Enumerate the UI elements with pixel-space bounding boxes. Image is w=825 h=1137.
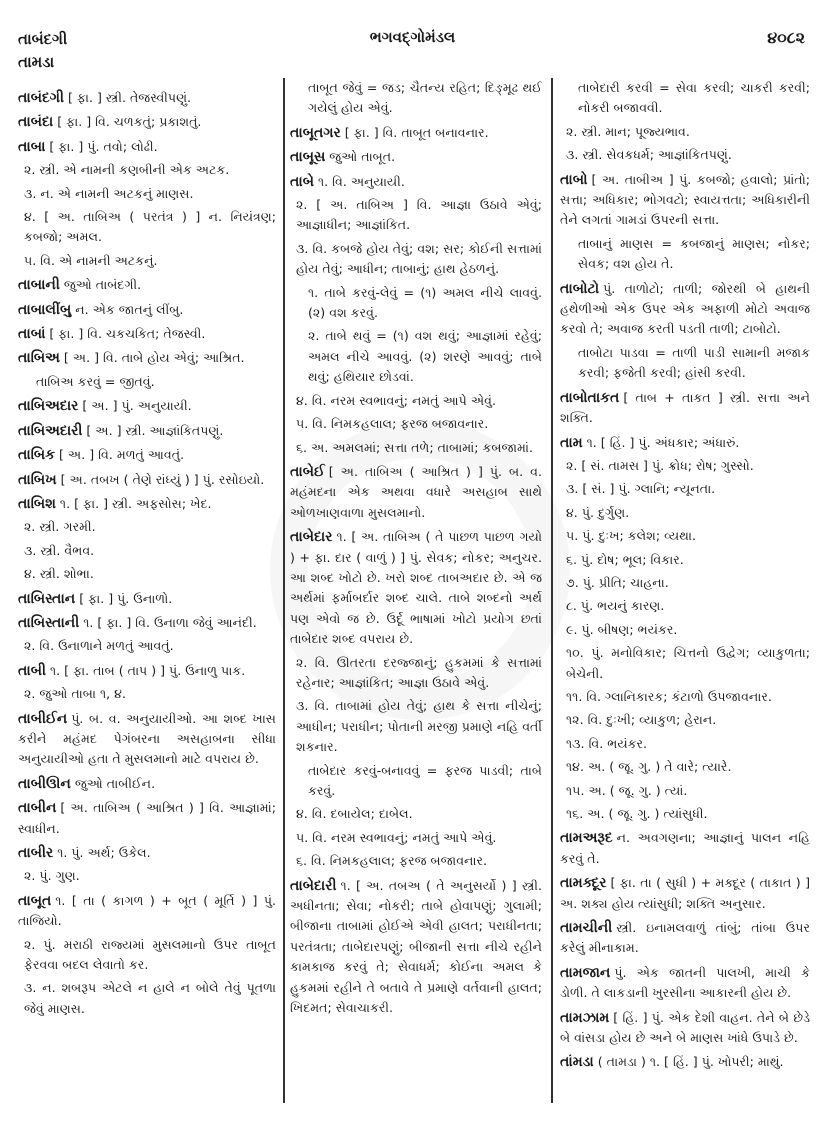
dictionary-entry xyxy=(18,396,276,416)
definition-text: ૪. વિ. નરમ સ્વભાવનું; નમતું આપે એવું. xyxy=(296,392,496,408)
headword: તાબિઅદારી xyxy=(18,422,83,439)
definition-text: ૨. પું. ગુણ. xyxy=(24,868,80,884)
sense-line xyxy=(290,414,542,434)
sense-line xyxy=(560,757,810,777)
dictionary-entry xyxy=(18,470,276,490)
sense-line xyxy=(18,207,276,248)
sense-line xyxy=(18,184,276,204)
headword: તાબાં xyxy=(18,326,46,343)
dictionary-entry xyxy=(18,589,276,609)
definition-text: [ હિં. ] પું. એક દેશી વાહન. તેને બે છેડે બે વાંસડા હોય છે અને બે માણસ ખાંધે ઉપાડે છે. xyxy=(560,1009,810,1046)
dictionary-entry xyxy=(18,445,276,465)
definition-text: [ અ. તાબિઅ ( આશ્રિત ) ] વિ. આજ્ઞામાં; સ્વાધીન. xyxy=(18,800,276,836)
headword: તાબિઅદાર xyxy=(18,398,79,415)
definition-text: ૨. [ સં. તામસ ] પું. ક્રોધ; રોષ; ગુસ્સો. xyxy=(566,457,754,473)
sense-line xyxy=(18,564,276,584)
dictionary-entry xyxy=(560,1052,810,1072)
dictionary-entry xyxy=(18,661,276,681)
sense-line xyxy=(560,734,810,754)
dictionary-entry xyxy=(290,527,542,649)
headword: તાબિસ્તાન xyxy=(18,590,76,607)
sense-line xyxy=(560,710,810,730)
sense-line xyxy=(560,620,810,640)
headword: તાબિક xyxy=(18,447,56,464)
definition-text: તાબેદારી કરવી = સેવા કરવી; ચાકરી કરવી; નોકરી બજાવવી. xyxy=(578,80,810,116)
definition-text: ૫. પું. દુઃખ; કલેશ; વ્યથા. xyxy=(566,528,696,544)
definition-text: [ અ. ] વિ. તાબે હોય એવું; આશ્રિત. xyxy=(63,350,245,366)
sense-line xyxy=(290,653,542,694)
definition-text: [ અ. ] વિ. મળતું આવતું. xyxy=(59,447,185,463)
sense-line xyxy=(18,684,276,704)
headword: તાબૂત xyxy=(18,892,52,909)
definition-text: ૧. [ ફા. ] સ્ત્રી. અફસોસ; ખેદ. xyxy=(59,495,212,511)
headword: તાબો xyxy=(560,171,588,188)
definition-text: પું. બ. વ. અનુયાયીઓ. આ શબ્દ ખાસ કરીને મહંમદ પેગંબરના અસહાબના સીધા અનુયાયીઓ હતા તે મુસલમાનો માટે વપરાય છે. xyxy=(18,710,276,767)
definition-text: ૨. સ્ત્રી. માન; પૂજ્યભાવ. xyxy=(566,123,690,139)
dictionary-entry xyxy=(560,388,810,429)
definition-text: [ ફા. તા ( સુધી ) + મક્દૂર ( તાકાત ) ] અ. શક્ય હોય ત્યાંસુધી; શક્તિ અનુસાર. xyxy=(560,875,810,911)
dictionary-entry xyxy=(290,172,542,192)
dictionary-entry xyxy=(560,918,810,959)
definition-text: ૩. સ્ત્રી. વૈભવ. xyxy=(24,542,95,558)
definition-text: ૩. વિ. કબજે હોય તેવું; વશ; સર; કોઈની સત્તામાં હોય તેવું; આધીન; તાબાનું; હાથ હેઠળનું. xyxy=(296,240,542,277)
idiom-line xyxy=(18,372,276,392)
dictionary-entry xyxy=(560,170,810,231)
headword: તાબૂસ xyxy=(290,149,326,166)
dictionary-entry xyxy=(18,324,276,344)
headword: તાબેઈ xyxy=(290,463,325,480)
column-1 xyxy=(18,84,276,1022)
definition-text: સ્ત્રી. ઇનામલવાળું તાંબું; તાંબા ઉપર કરેલું મીનાકામ. xyxy=(560,920,810,956)
definition-text: ૧૪. અ. ( જૂ. ગુ. ) તે વારે; ત્યારે. xyxy=(566,759,732,775)
headword: તામ xyxy=(560,434,583,451)
definition-text: ૩. સ્ત્રી. સેવકધર્મ; આજ્ઞાંકિતપણું. xyxy=(566,147,732,163)
sense-line xyxy=(560,526,810,546)
dictionary-entry xyxy=(560,828,810,869)
definition-text: ૨. સ્ત્રી. એ નામની કણબીની એક અટક. xyxy=(24,162,230,178)
definition-text: ૯. પું. બીષણ; ભયંકર. xyxy=(566,621,678,637)
headword: તાબા xyxy=(18,138,46,155)
dictionary-entry xyxy=(560,279,810,340)
dictionary-entry xyxy=(290,876,542,1019)
dictionary-entry xyxy=(18,300,276,320)
idiom-line xyxy=(560,234,810,275)
headword: તાબીઊન xyxy=(18,775,71,792)
definition-text: પું. એક જાતની પાલખી, માચી કે ડોળી. તે લાકડાની ખુરસીના આકારની હોય છે. xyxy=(560,964,810,1001)
definition-text: પું. તાળોટો; તાળી; જોરથી બે હાથની હથેળીઓ એક ઉપર એક અફાળી મોટો અવાજ કરવો તે; અવાજ કરતી પડતી તાળી; ટાબોટો. xyxy=(560,280,810,337)
headword: તાબેદારી xyxy=(290,877,337,894)
sense-line xyxy=(290,804,542,824)
dictionary-entry xyxy=(18,613,276,633)
sense-line xyxy=(290,195,542,236)
definition-text: ૭. પું. પ્રીતિ; ચાહના. xyxy=(566,574,669,590)
dictionary-entry xyxy=(18,843,276,863)
headword: તાબીન xyxy=(18,800,57,817)
headword: તામઅરૂદ xyxy=(560,830,613,847)
sense-line xyxy=(560,145,810,165)
headword: તામચીની xyxy=(560,920,613,937)
definition-text: ૬. અ. અમલમાં; સત્તા તળે; તાબામાં; કબજામાં. xyxy=(296,439,534,455)
headword: તાબોતાકત xyxy=(560,389,620,406)
idiom-line xyxy=(290,326,542,387)
page-number: ૪૦૮૨ xyxy=(767,28,805,47)
definition-text: ૩. [ સં. ] પું. ગ્લાનિ; ન્યૂનતા. xyxy=(566,481,716,497)
dictionary-entry xyxy=(560,1008,810,1049)
idiom-line xyxy=(560,343,810,384)
definition-text: જુઓ તાબીઈન. xyxy=(74,775,156,791)
definition-text: ૩. ન. એ નામની અટકનું માણસ. xyxy=(24,185,194,201)
dictionary-entry xyxy=(18,112,276,132)
headword: તાબે xyxy=(290,173,314,190)
sense-line xyxy=(290,696,542,757)
dictionary-entry xyxy=(290,123,542,143)
column-2 xyxy=(290,78,542,1021)
definition-text: ન. અવગણના; આજ્ઞાનું પાલન નહિ કરવું તે. xyxy=(560,830,810,866)
definition-text: ૫. વિ. નિમકહલાલ; ફરજ બજાવનાર. xyxy=(296,416,489,432)
headword: તાબિસ્તાની xyxy=(18,614,80,631)
definition-text: જુઓ તાબૂત. xyxy=(329,149,396,165)
sense-line xyxy=(560,596,810,616)
definition-text: ૧. પું. અર્થ; ઉકેલ. xyxy=(57,845,151,860)
sense-line xyxy=(18,866,276,886)
idiom-line xyxy=(290,78,542,119)
column-divider xyxy=(551,78,553,1103)
headword: તાબી xyxy=(18,662,46,679)
headword: તાબીઈન xyxy=(18,710,68,727)
headword: તાબાલીંબુ xyxy=(18,301,72,318)
idiom-line xyxy=(560,78,810,119)
definition-text: ૫. વિ. નરમ સ્વભાવનું; નમતું આપે એવું. xyxy=(296,829,497,845)
headword: તાબૂતગર xyxy=(290,124,341,141)
sense-line xyxy=(290,239,542,280)
definition-text: [ ફા. ] વિ. તાબૂત બનાવનાર. xyxy=(344,124,489,140)
sense-line xyxy=(560,573,810,593)
sense-line xyxy=(560,643,810,684)
headword: તાબંદા xyxy=(18,114,54,131)
sense-line xyxy=(18,636,276,656)
sense-line xyxy=(560,804,810,824)
headword: તાબોટો xyxy=(560,280,600,297)
headword: તાંમડા xyxy=(560,1054,594,1071)
dictionary-entry xyxy=(560,963,810,1004)
definition-text: [ અ. ] પું. અનુયાયી. xyxy=(82,398,192,414)
sense-line xyxy=(560,122,810,142)
definition-text: ૧૫. અ. ( જૂ. ગુ. ) ત્યાં. xyxy=(566,782,688,798)
definition-text: ૧. વિ. અનુયાયી. xyxy=(317,173,405,189)
definition-text: ૬. વિ. નિમકહલાલ; ફરજ બજાવનાર. xyxy=(296,853,488,869)
sense-line xyxy=(18,935,276,976)
definition-text: [ ફા. ] પું. ઉનાળો. xyxy=(79,590,173,606)
headword: તાબિઅ xyxy=(18,350,60,367)
sense-line xyxy=(560,503,810,523)
definition-text: [ ફા. ] વિ. ચકચકિત; તેજસ્વી. xyxy=(49,326,206,342)
definition-text: ૪. વિ. દબાયેલ; દાબેલ. xyxy=(296,806,413,822)
definition-text: જુઓ તાબંદગી. xyxy=(63,277,142,293)
definition-text: ૪. પું. દુર્ગુણ. xyxy=(566,504,630,520)
definition-text: ૨. તાબે થવું = (૧) વશ થવું; આજ્ઞામાં રહેવું; અમલ નીચે આવવું. (૨) શરણે આવવું; તાબે થવું; હથિયાર છોડવાં. xyxy=(308,328,542,385)
sense-line xyxy=(18,541,276,561)
definition-text: ૨. [ અ. તાબિઅ ] વિ. આજ્ઞા ઉઠાવે એવું; આજ્ઞાધીન; આજ્ઞાંકિત. xyxy=(296,197,542,233)
definition-text: [ તાબ + તાકત ] સ્ત્રી. સત્તા અને શક્તિ. xyxy=(560,389,810,426)
running-head-last: તામડા xyxy=(18,53,55,71)
dictionary-entry xyxy=(18,421,276,441)
definition-text: ૨. વિ. ઊતરતા દરજ્જાનું; હુકમમાં કે સત્તામાં રહેનાર; આજ્ઞાંકિત; આજ્ઞા ઉઠાવે એવું. xyxy=(296,654,542,690)
definition-text: ૩. વિ. તાબામાં હોય તેવું; હાથ કે સત્તા નીચેનું; આધીન; પરાધીન; પોતાની મરજી પ્રમાણે નહિ વર્તી શકનાર. xyxy=(296,698,542,755)
sense-line xyxy=(290,851,542,871)
definition-text: ૩. ન. શબરૂપ એટલે ન હાલે ન બોલે તેવું પૂતળા જેવું માણસ. xyxy=(24,980,276,1016)
dictionary-entry xyxy=(18,798,276,839)
headword: તાબેદાર xyxy=(290,529,333,546)
dictionary-entry xyxy=(18,137,276,157)
definition-text: ૧. [ ફા. તાબ ( તાપ ) ] પું. ઉનાળુ પાક. xyxy=(49,662,246,678)
dictionary-entry xyxy=(18,709,276,770)
definition-text: ૪. સ્ત્રી. શોભા. xyxy=(24,566,94,582)
definition-text: ૧. [ ફા. ] વિ. ઉનાળા જેવું આનંદી. xyxy=(83,614,257,630)
headword: તાબીર xyxy=(18,845,54,861)
dictionary-entry xyxy=(18,891,276,932)
headword: તામક્દૂર xyxy=(560,875,607,892)
sense-line xyxy=(560,479,810,499)
definition-text: ૧૧. વિ. ગ્લાનિકારક; કંટાળો ઉપજાવનાર. xyxy=(566,688,772,704)
idiom-line xyxy=(290,761,542,802)
dictionary-entry xyxy=(18,774,276,794)
headword: તાબિખ xyxy=(18,471,57,488)
headword: તામજાન xyxy=(560,964,611,981)
dictionary-entry xyxy=(560,433,810,453)
dictionary-entry xyxy=(18,275,276,295)
sense-line xyxy=(290,828,542,848)
definition-text: ૧૬. અ. ( જૂ. ગુ. ) ત્યાંસુધી. xyxy=(566,806,708,821)
sense-line xyxy=(560,456,810,476)
definition-text: ૧૨. વિ. દુઃખી; વ્યાકુળ; હેરાન. xyxy=(566,712,717,728)
definition-text: તાબાનું માણસ = કબજાનું માણસ; નોકર; સેવક; વશ હોય તે. xyxy=(578,235,810,272)
definition-text: ૮. પું. ભયનું કારણ. xyxy=(566,598,665,614)
definition-text: ૧. [ અ. તબઅ ( તે અનુસર્યો ) ] સ્ત્રી. અધીનતા; સેવા; નોકરી; તાબે હોવાપણું; ગુલામી; બીજાના તાબામાં હોઈએ એવી હાલત; પરાધીનતા; પરતંત્રતા; તાબેદારપણું; બીજાની સત્તા નીચે રહીને કામકાજ કરવું તે; સેવાધર્મ; કોઈના અમલ કે હુકમમાં રહીને તે બતાવે તે પ્રમાણે વર્તવાની હાલત; ખિદમત; સેવાચાકરી. xyxy=(290,877,542,1016)
definition-text: ૪. [ અ. તાબિઅ ( પરતંત્ર ) ] ન. નિયંત્રણ; કબજો; અમલ. xyxy=(24,209,276,245)
dictionary-entry xyxy=(290,147,542,167)
dictionary-entry xyxy=(18,494,276,514)
sense-line xyxy=(18,978,276,1019)
column-divider xyxy=(283,78,285,1103)
definition-text: ૨. સ્ત્રી. ગરમી. xyxy=(24,519,96,535)
definition-text: [ ફા. ] પું. તવો; લોઢી. xyxy=(49,138,158,154)
headword: તામઝામ xyxy=(560,1009,610,1026)
sense-line xyxy=(18,160,276,180)
definition-text: [ ફા. ] વિ. ચળકતું; પ્રકાશતું. xyxy=(57,114,202,130)
definition-text: [ અ. ] સ્ત્રી. આજ્ઞાંકિતપણું. xyxy=(86,422,224,438)
definition-text: [ ફા. ] સ્ત્રી. તેજસ્વીપણું. xyxy=(68,90,192,105)
dictionary-entry xyxy=(560,873,810,914)
headword: તાબિશ xyxy=(18,495,56,512)
running-head-first: તાબંદગી xyxy=(18,30,68,48)
definition-text: ૫. વિ. એ નામની અટકનું. xyxy=(24,252,158,268)
dictionary-entry xyxy=(18,348,276,368)
sense-line xyxy=(560,687,810,707)
sense-line xyxy=(560,550,810,570)
sense-line xyxy=(290,391,542,411)
dictionary-entry xyxy=(290,462,542,523)
definition-text: ૧. [ હિં. ] પું. અંધકાર; અંધારું. xyxy=(586,434,740,450)
definition-text: ન. એક જાતનું લીંબુ. xyxy=(75,301,184,317)
column-3 xyxy=(560,78,810,1076)
sense-line xyxy=(290,438,542,458)
definition-text: ૧૩. વિ. ભયંકર. xyxy=(566,735,648,751)
sense-line xyxy=(18,517,276,537)
sense-line xyxy=(560,781,810,801)
definition-text: તાબૂત જેવું = જડ; ચૈતન્ય રહિત; દિઙ્મૂઢ થઈ ગયેલું હોય એવું. xyxy=(308,80,542,116)
definition-text: [ અ. તાબિઅ ( આશ્રિત ) ] પું. બ. વ. મહંમદના એક અથવા વધારે અસહાબ સાથે ઓળખાણવાળા મુસલમાનો. xyxy=(290,463,542,520)
definition-text: ૧૦. પું. મનોવિકાર; ચિત્તનો ઉદ્વેગ; વ્યાકુળતા; બેચેની. xyxy=(566,645,810,681)
definition-text: ૨. જુઓ તાબા ૧, ૪. xyxy=(24,686,126,702)
dictionary-entry xyxy=(18,88,276,108)
definition-text: ૬. પું. દોષ; ભૂલ; વિકાર. xyxy=(566,551,684,567)
definition-text: [ અ. તાબીઅ ] પું. કબજો; હવાલો; પ્રાંતો; સત્તા; અધિકાર; ભોગવટો; સ્વાયત્તતા; અધિકારીની તેને લગતાં ગામડાં ઉપરની સત્તા. xyxy=(560,171,810,228)
page-title: ભગવદ્ગોમંડલ xyxy=(369,28,456,46)
definition-text: ૨. પું. મરાઠી રાજ્યમાં મુસલમાનો ઉપર તાબૂત ફેરવવા બદલ લેવાતો કર. xyxy=(24,936,276,973)
definition-text: ૨. વિ. ઉનાળાને મળતું આવતું. xyxy=(24,638,174,654)
definition-text: [ અ. તબખ ( તેણે રાંધ્યું ) ] પું. રસોઇયો. xyxy=(60,471,265,487)
definition-text: ( તામડા ) ૧. [ હિં. ] પું. ખોપરી; માથું. xyxy=(597,1054,784,1070)
definition-text: તાબિઅ કરવું = જીતવું. xyxy=(36,373,155,389)
idiom-line xyxy=(290,283,542,324)
definition-text: ૧. [ તા ( કાગળ ) + બૂત ( મૂર્તિ ) ] પું. તાજિયો. xyxy=(18,892,276,929)
headword: તાબાની xyxy=(18,277,60,294)
definition-text: ૧. તાબે કરવું-લેવું = (૧) અમલ નીચે લાવવું. (૨) વશ કરવું. xyxy=(308,284,542,321)
sense-line xyxy=(18,251,276,271)
definition-text: તાબેદાર કરવું-બનાવવું = ફરજ પાડવી; તાબે કરવું. xyxy=(308,762,542,798)
definition-text: તાબોટા પાડવા = તાળી પાડી સામાની મજાક કરવી; ફજેતી કરવી; હાંસી કરવી. xyxy=(578,344,810,381)
headword: તાબંદગી xyxy=(18,90,65,106)
definition-text: ૧. [ અ. તાબિઅ ( તે પાછળ પાછળ ગયો ) + ફા. દાર ( વાળું ) ] પું. સેવક; નોકર; અનુચર. આ શબ્દ ખોટો છે. ખરો શબ્દ તાબઅદાર છે. એ જ અર્થમાં ફર્માબર્દાર શબ્દ ચાલે. તાબે શબ્દનો અર્થ પણ એવો જ છે. ઉર્દૂ ભાષામાં ખોટો પ્રયોગ છતાં તાબેદાર શબ્દ વપરાય છે. xyxy=(290,529,542,647)
